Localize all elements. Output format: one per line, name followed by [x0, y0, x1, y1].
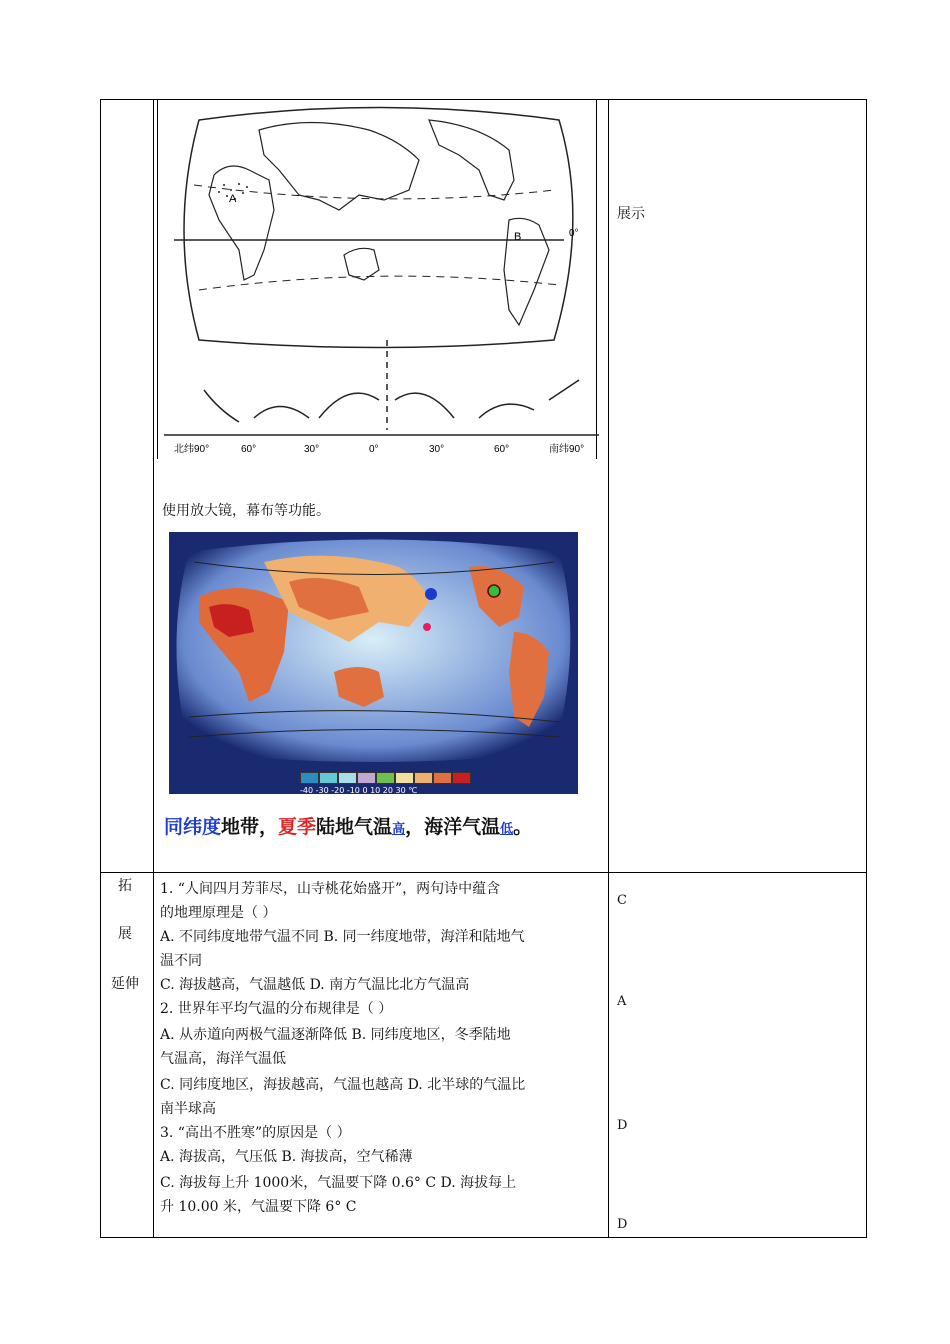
question-line: 升 10.00 米，气温要下降 6° C: [160, 1199, 357, 1215]
question-line: A. 从赤道向两极气温逐渐降低 B. 同纬度地区，冬季陆地: [160, 1027, 511, 1043]
tick-label-s90: 南纬90°: [549, 444, 585, 455]
column-divider-1: [153, 100, 154, 1237]
temperature-legend: [300, 772, 471, 784]
caption-part3: 夏季: [278, 816, 317, 838]
legend-swatch: [452, 772, 471, 784]
question-line: A. 不同纬度地带气温不同 B. 同一纬度地带，海洋和陆地气: [160, 929, 525, 945]
legend-swatch: [357, 772, 376, 784]
answer-1: C: [617, 893, 627, 908]
temperature-map: [169, 532, 578, 794]
question-line: 温不同: [160, 953, 202, 969]
question-line: C. 海拔越高，气温越低 D. 南方气温比北方气温高: [160, 977, 470, 993]
row2-label-3: 延伸: [111, 976, 139, 992]
question-line: 气温高，海洋气温低: [160, 1051, 286, 1067]
point-b-label: B: [514, 231, 522, 243]
legend-swatch: [433, 772, 452, 784]
legend-values: -40 -30 -20 -10 0 10 20 30 ℃: [300, 786, 418, 795]
equator-label: 0°: [569, 228, 579, 239]
question-line: 3. “高出不胜寒”的原因是（ ）: [160, 1125, 351, 1141]
row-divider: [101, 872, 866, 873]
legend-swatch: [338, 772, 357, 784]
question-line: 1. “人间四月芳菲尽，山寺桃花始盛开”，两句诗中蕴含: [160, 881, 501, 897]
legend-swatch: [300, 772, 319, 784]
caption-part8: 。: [513, 816, 533, 838]
question-line: 2. 世界年平均气温的分布规律是（ ）: [160, 1001, 393, 1017]
column-divider-2: [608, 100, 609, 1237]
caption-part2: 地带，: [221, 816, 279, 838]
world-map-sketch: [159, 100, 599, 458]
map-caption: [164, 812, 532, 839]
legend-swatch: [414, 772, 433, 784]
legend-swatch: [395, 772, 414, 784]
caption-part5: 高: [392, 822, 406, 837]
answer-4: D: [617, 1217, 628, 1232]
caption-part6: ，海洋气温: [405, 816, 501, 838]
point-a-label: A: [229, 193, 237, 205]
question-line: C. 海拔每上升 1000米，气温要下降 0.6° C D. 海拔每上: [160, 1175, 517, 1191]
row2-label-2: 展: [118, 926, 132, 942]
map-frame-left: [157, 99, 158, 459]
question-line: C. 同纬度地区，海拔越高，气温也越高 D. 北半球的气温比: [160, 1077, 526, 1093]
caption-part7: 低: [500, 822, 514, 837]
legend-swatch: [319, 772, 338, 784]
caption-part1: 同纬度: [164, 816, 222, 838]
question-line: 南半球高: [160, 1101, 216, 1117]
tick-label-n30: 30°: [304, 444, 320, 455]
tick-label-n60: 60°: [241, 444, 257, 455]
tick-label-s60: 60°: [494, 444, 510, 455]
legend-swatch: [376, 772, 395, 784]
display-note: 展示: [617, 206, 645, 222]
question-line: A. 海拔高，气压低 B. 海拔高，空气稀薄: [160, 1149, 413, 1165]
answer-2: A: [617, 994, 627, 1009]
tick-label-n90: 北纬90°: [174, 444, 210, 455]
caption-part4: 陆地气温: [316, 816, 393, 838]
question-line: 的地理原理是（ ）: [160, 905, 277, 921]
tick-label-s30: 30°: [429, 444, 445, 455]
tool-note: 使用放大镜，幕布等功能。: [162, 503, 330, 519]
answer-3: D: [617, 1118, 628, 1133]
row2-label-1: 拓: [118, 878, 132, 894]
tick-label-0: 0°: [369, 444, 379, 455]
